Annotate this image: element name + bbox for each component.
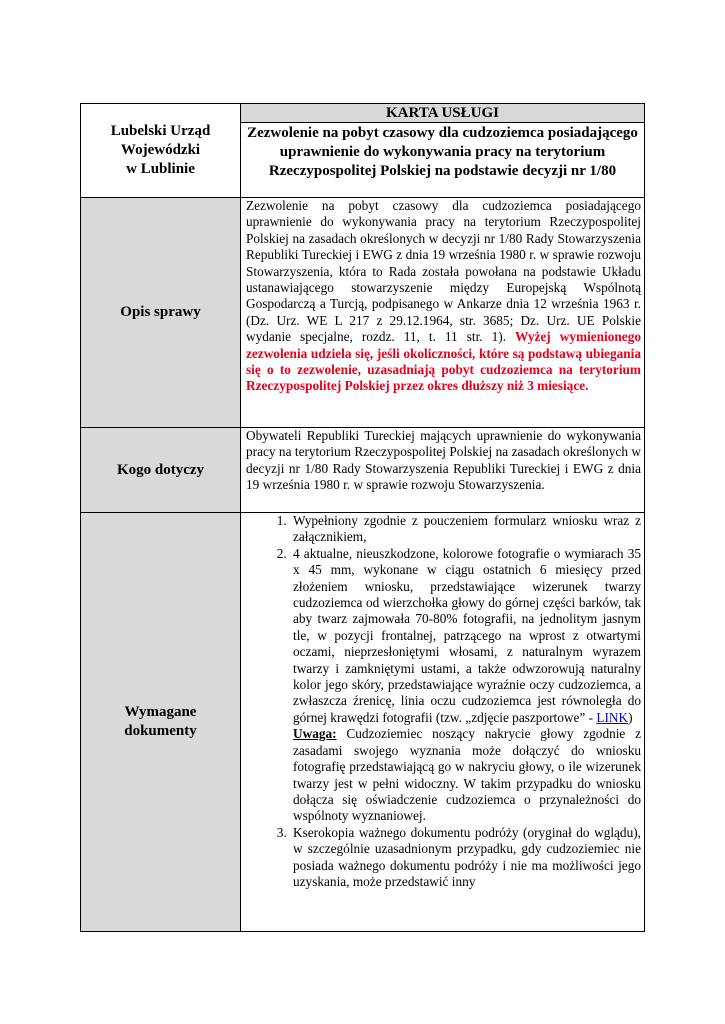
- dokumenty-content-cell: [241, 513, 645, 932]
- service-name: Zezwolenie na pobyt czasowy dla cudzoziemca posiadającego uprawnienie do wykonywania pracy na terytorium Rzeczypospolitej Polskiej na podstawie decyzji nr 1/80: [247, 125, 638, 179]
- service-header-cell: [241, 104, 645, 198]
- kogo-label-cell: [81, 428, 241, 513]
- document-item-2-text: 4 aktualne, nieuszkodzone, kolorowe fotografie o wymiarach 35 x 45 mm, wykonane w ciągu ostatnich 6 miesięcy przed złożeniem wniosku, przedstawiające wizerunek twarzy cudzoziemca od wierzchołka głowy do górnej części barków, tak aby twarz zajmowała 70-80% fotografii, na jednolitym jasnym tle, w pozycji frontalnej, patrzącego na wprost z otwartymi oczami, nieprzesłoniętymi włosami, z naturalnym wyrazem twarzy i zamkniętymi ustami, a także odwzorowują naturalny kolor jego skóry, przedstawiające wyraźnie oczy cudzoziemca, a zwłaszcza źrenicę, linia oczu cudzoziemca jest równoległa do górnej krawędzi fotografii (tzw. „zdjęcie paszportowe” -: [293, 545, 641, 725]
- document-item-1: [290, 513, 641, 546]
- opis-label: Opis sprawy: [120, 304, 201, 320]
- kogo-text: Obywateli Republiki Tureckiej mających uprawnienie do wykonywania pracy na terytorium Rzeczypospolitej Polskiej na zasadach określonych w decyzji nr 1/80 Rady Stowarzyszenia Republiki Tureckiej i EWG z dnia 19 września 1980 r. w sprawie rozwoju Stowarzyszenia.: [246, 428, 641, 493]
- opis-label-cell: [81, 198, 241, 428]
- opis-description: Zezwolenie na pobyt czasowy dla cudzoziemca posiadającego uprawnienie do wykonywania pracy na terytorium Rzeczypospolitej Polskiej na zasadach określonych w decyzji nr 1/80 Rady Stowarzyszenia Republiki Tureckiej i EWG z dnia 19 września 1980 r. w sprawie rozwoju Stowarzyszenia, która to Rada została powołana na podstawie Układu ustanawiającego stowarzyszenie między Europejską Wspólnotą Gospodarczą a Turcją, podpisanego w Ankarze dnia 12 września 1963 r. (Dz. Urz. WE L 217 z 29.12.1964, str. 3685; Dz. Urz. UE Polskie wydanie specjalne, rozdz. 11, t. 11 str. 1).: [246, 198, 641, 345]
- passport-photo-link[interactable]: LINK: [596, 709, 629, 725]
- warning-text: Cudzoziemiec noszący nakrycie głowy zgodnie z zasadami swojego wyznania może dołączyć do wniosku fotografię przedstawiającą go w nakryciu głowy, o ile wizerunek twarzy jest w pełni widoczny. W takim przypadku do wniosku dołącza się oświadczenie cudzoziemca o przynależności do wspólnoty wyznaniowej.: [293, 726, 641, 824]
- dokumenty-label-line2: dokumenty: [124, 723, 197, 739]
- document-item-2-close: ): [628, 709, 633, 725]
- dokumenty-row: [81, 513, 645, 932]
- document-item-3-text: Kserokopia ważnego dokumentu podróży (oryginał do wglądu), w szczególnie uzasadnionym przypadku, gdy cudzoziemiec nie posiada ważnego dokumentu podróży i nie ma możliwości jego uzyskania, może przedstawić inny: [293, 824, 641, 889]
- document-item-2: [290, 546, 641, 825]
- kogo-label: Kogo dotyczy: [116, 461, 205, 478]
- warning-label: Uwaga:: [293, 726, 337, 742]
- office-name-line2: Wojewódzki: [120, 142, 201, 158]
- office-name-line3: w Lublinie: [126, 161, 195, 177]
- service-card-table: [80, 103, 645, 932]
- office-name-line1: Lubelski Urząd: [110, 123, 211, 139]
- header-row: [81, 104, 645, 198]
- office-name-cell: [81, 104, 241, 198]
- dokumenty-label-line1: Wymagane: [124, 704, 197, 720]
- document-item-3: [290, 825, 641, 891]
- opis-text: [241, 198, 644, 395]
- kogo-row: [81, 428, 645, 513]
- card-title: KARTA USŁUGI: [241, 104, 644, 123]
- kogo-content-cell: [241, 428, 645, 513]
- document-item-1-text: Wypełniony zgodnie z pouczeniem formularz wniosku wraz z załącznikiem,: [293, 513, 641, 545]
- documents-list: [241, 513, 644, 890]
- dokumenty-label-cell: [81, 513, 241, 932]
- opis-row: [81, 198, 645, 428]
- opis-highlight: Wyżej wymienionego zezwolenia udziela się, jeśli okoliczności, które są podstawą ubiegania się o to zezwolenie, uzasadniają pobyt cudzoziemca na terytorium Rzeczypospolitej Polskiej przez okres dłuższy niż 3 miesiące.: [246, 329, 641, 394]
- opis-content-cell: [241, 198, 645, 428]
